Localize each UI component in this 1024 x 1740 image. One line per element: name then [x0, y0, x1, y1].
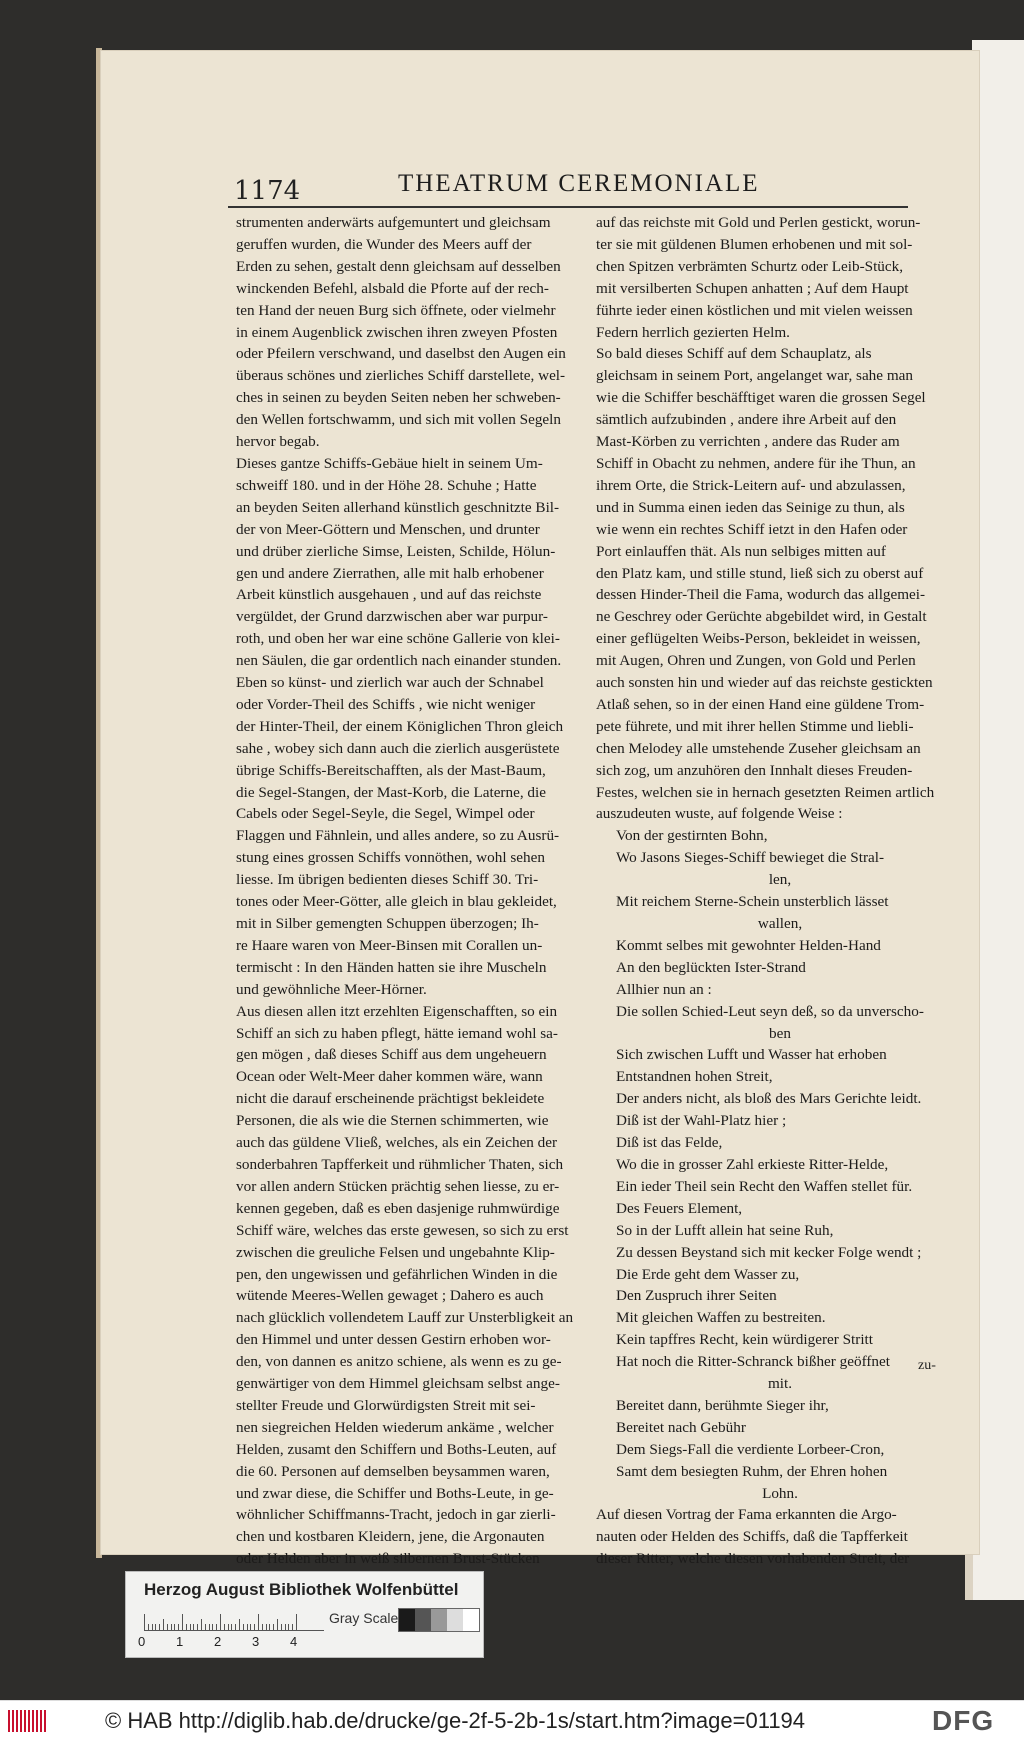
- text-line: wie wenn ein rechtes Schiff ietzt in den Hafen oder: [596, 520, 908, 538]
- text-line: pete führete, und mit ihrer hellen Stimme und liebli-: [596, 717, 914, 735]
- verse-line: len,: [768, 871, 792, 889]
- page-header: [228, 168, 923, 208]
- text-line: den, von dannen es anitzo schiene, als wenn es zu ge-: [236, 1353, 562, 1371]
- text-line: strumenten anderwärts aufgemuntert und gleichsam: [236, 214, 551, 231]
- ruler-tick: [288, 1624, 289, 1630]
- text-line: Schiff wäre, welches das erste gewesen, so sich zu erst: [236, 1221, 569, 1239]
- text-line: auch sonsten hin und wieder auf das reichste gestickten: [596, 674, 933, 692]
- verse-line: ben: [769, 1024, 791, 1042]
- ruler-tick: [220, 1614, 221, 1630]
- text-line: liesse. Im übrigen bedienten dieses Schiff 30. Tri-: [236, 871, 539, 889]
- ruler-tick: [262, 1624, 263, 1630]
- text-line: und drüber zierliche Simse, Leisten, Schilde, Hölun-: [236, 542, 556, 560]
- verse-line: Den Zuspruch ihrer Seiten: [616, 1287, 777, 1305]
- verse-line: Entstandnen hohen Streit,: [616, 1068, 773, 1086]
- text-line: auch das güldene Vließ, welches, als ein Zeichen der: [236, 1134, 558, 1152]
- text-line: an beyden Seiten allerhand künstlich geschnitzte Bil-: [236, 498, 560, 516]
- verse-line: Allhier nun an :: [616, 980, 712, 998]
- text-line: Mast-Körben zu verrichten , andere das Ruder am: [596, 433, 900, 451]
- verse-line: Die sollen Schied-Leut seyn deß, so da unverscho-: [616, 1002, 924, 1020]
- text-line: sich zog, um anzuhören den Innhalt dieses Freuden-: [596, 761, 913, 779]
- text-line: Festes, welchen sie in hernach gesetzten Reimen artlich: [596, 783, 935, 801]
- ruler-tick: [243, 1624, 244, 1630]
- text-line: termischt : In den Händen hatten sie ihre Muscheln: [236, 958, 547, 976]
- text-line: auszudeuten wuste, auf folgende Weise :: [596, 805, 843, 823]
- verse-line: Mit reichem Sterne-Schein unsterblich lässet: [616, 893, 889, 911]
- text-line: Eben so künst- und zierlich war auch der Schnabel: [236, 674, 544, 692]
- ruler-tick: [258, 1614, 259, 1630]
- ruler-tick: [186, 1624, 187, 1630]
- ruler-tick: [148, 1624, 149, 1630]
- text-line: Ocean oder Welt-Meer daher kommen wäre, wann: [236, 1068, 543, 1086]
- right-prose: [596, 212, 944, 825]
- text-line: vergüldet, der Grund darzwischen aber war purpur-: [236, 608, 548, 626]
- verse-line: Kommt selbes mit gewohnter Helden-Hand: [616, 936, 881, 954]
- ruler-tick: [144, 1614, 145, 1630]
- text-line: ches in seinen zu beyden Seiten neben her schweben-: [236, 389, 561, 407]
- text-line: ihrem Orte, die Strick-Leitern auf- und abzulassen,: [596, 476, 906, 494]
- ruler-tick: [277, 1619, 278, 1630]
- ruler-tick: [190, 1624, 191, 1630]
- verse-line: Zu dessen Beystand sich mit kecker Folge wendt ;: [616, 1243, 922, 1261]
- left-column: [236, 212, 582, 1570]
- text-line: wütende Meeres-Wellen gewaget ; Dahero es auch: [236, 1287, 544, 1305]
- gray-swatch: [447, 1609, 463, 1631]
- footer-bar: [0, 1700, 1024, 1740]
- verse-line: Der anders nicht, als bloß des Mars Gerichte leidt.: [616, 1090, 922, 1108]
- text-line: tones oder Meer-Götter, alle gleich in blau gekleidet,: [236, 893, 557, 911]
- verse-line: Bereitet nach Gebühr: [616, 1418, 746, 1436]
- text-line: oder Pfeilern verschwand, und daselbst den Augen ein: [236, 345, 566, 363]
- text-line: geruffen wurden, die Wunder des Meers auff der: [236, 235, 532, 253]
- text-line: ne Geschrey oder Gerüchte abgebildet wird, in Gestalt: [596, 608, 927, 626]
- ruler: [144, 1612, 324, 1631]
- catchword: zu-: [918, 1358, 936, 1373]
- ruler-tick: [197, 1624, 198, 1630]
- text-line: nicht die darauf erscheinende prächtigst bekleidete: [236, 1090, 545, 1108]
- text-line: kennen gegeben, daß es eben dasjenige ruhmwürdige: [236, 1199, 560, 1217]
- text-line: Helden, zusamt den Schiffern und Boths-Leuten, auf: [236, 1440, 557, 1458]
- ruler-tick: [250, 1624, 251, 1630]
- text-line: sahe , wobey sich dann auch die zierlich ausgerüstete: [236, 739, 560, 757]
- text-line: den Wellen fortschwamm, und sich mit vollen Segeln: [236, 411, 561, 429]
- verse-line: Samt dem besiegten Ruhm, der Ehren hohen: [616, 1462, 888, 1480]
- ruler-tick: [247, 1624, 248, 1630]
- verse-line: wallen,: [757, 915, 803, 932]
- text-line: schweiff 180. und in der Höhe 28. Schuhe ; Hatte: [236, 476, 537, 494]
- ruler-tick: [155, 1624, 156, 1630]
- text-line: überaus schönes und zierliches Schiff darstellete, wel-: [236, 367, 566, 385]
- verse-line: Ein ieder Theil sein Recht den Waffen stellet für.: [616, 1177, 913, 1195]
- verse-line: Dem Siegs-Fall die verdiente Lorbeer-Cron,: [616, 1440, 885, 1458]
- ruler-tick: [292, 1624, 293, 1630]
- verse-line: Wo die in grosser Zahl erkieste Ritter-Helde,: [616, 1155, 889, 1173]
- ruler-tick: [212, 1624, 213, 1630]
- text-line: re Haare waren von Meer-Binsen mit Corallen un-: [236, 936, 543, 954]
- text-line: auf das reichste mit Gold und Perlen gestickt, worun-: [596, 214, 921, 231]
- text-line: Flaggen und Fähnlein, und alles andere, so zu Ausrü-: [236, 827, 560, 845]
- text-line: in einem Augenblick zwischen ihren zweyen Pfosten: [236, 323, 558, 341]
- page-number: 1174: [234, 176, 301, 206]
- text-line: nach glücklich vollendetem Lauff zur Unsterbligkeit an: [236, 1309, 574, 1327]
- text-line: wöhnlicher Schiffmanns-Tracht, jedoch in gar zierli-: [236, 1506, 556, 1524]
- verse-line: Die Erde geht dem Wasser zu,: [616, 1265, 800, 1283]
- ruler-tick: [254, 1624, 255, 1630]
- verse-line: Mit gleichen Waffen zu bestreiten.: [616, 1309, 826, 1327]
- text-line: der Hinter-Theil, der einem Königlichen Thron gleich: [236, 717, 564, 735]
- text-line: stung eines grossen Schiffs vonnöthen, wohl sehen: [236, 849, 545, 867]
- ruler-tick: [228, 1624, 229, 1630]
- text-line: den Platz kam, und stille stund, ließ sich zu oberst auf: [596, 564, 924, 582]
- ruler-tick: [224, 1624, 225, 1630]
- footer-credit[interactable]: © HAB http://diglib.hab.de/drucke/ge-2f-5-2b-1s/start.htm?image=01194: [105, 1708, 806, 1733]
- text-line: So bald dieses Schiff auf dem Schauplatz, als: [596, 345, 872, 363]
- text-line: den Himmel und unter dessen Gestirn erhoben wor-: [236, 1331, 551, 1349]
- ruler-tick: [285, 1624, 286, 1630]
- library-title: Herzog August Bibliothek Wolfenbüttel: [144, 1580, 459, 1599]
- verse-line: Lohn.: [762, 1484, 798, 1502]
- text-line: sonderbahren Tapfferkeit und rühmlicher Thaten, sich: [236, 1155, 564, 1173]
- text-line: wie die Schiffer beschäfftiget waren die grossen Segel: [596, 389, 926, 407]
- text-line: Atlaß sehen, so in der einen Hand eine güldene Trom-: [596, 695, 925, 713]
- text-line: Dieses gantze Schiffs-Gebäue hielt in seinem Um-: [236, 454, 543, 472]
- text-line: roth, und oben her war eine schöne Gallerie von klei-: [236, 630, 560, 648]
- verse-line: So in der Lufft allein hat seine Ruh,: [616, 1221, 834, 1239]
- ruler-number: 2: [214, 1634, 222, 1649]
- ruler-number: 0: [138, 1634, 146, 1649]
- text-line: chen und kostbaren Kleidern, jene, die Argonauten: [236, 1528, 545, 1546]
- text-line: die Segel-Stangen, der Mast-Korb, die Laterne, die: [236, 783, 546, 801]
- text-line: Erden zu sehen, gestalt denn gleichsam auf desselben: [236, 257, 561, 275]
- text-line: Personen, die als wie die Sternen schimmerten, wie: [236, 1112, 549, 1130]
- text-line: nauten oder Helden des Schiffs, daß die Tapfferkeit: [596, 1528, 908, 1546]
- text-line: zwischen die greuliche Felsen und ungebahnte Klip-: [236, 1243, 555, 1261]
- verse-line: Bereitet dann, berühmte Sieger ihr,: [616, 1396, 829, 1414]
- dfg-logo: DFG: [932, 1705, 995, 1736]
- verse-line: Diß ist der Wahl-Platz hier ;: [616, 1112, 787, 1130]
- right-prose-after: [596, 1504, 944, 1570]
- ruler-tick: [273, 1624, 274, 1630]
- text-line: mit in Silber gemengten Schuppen überzogen; Ih-: [236, 915, 539, 932]
- ruler-tick: [235, 1624, 236, 1630]
- gray-swatch: [415, 1609, 431, 1631]
- gray-scale-label: Gray Scale: [329, 1610, 399, 1626]
- ruler-number: 4: [290, 1634, 298, 1649]
- ruler-tick: [216, 1624, 217, 1630]
- ruler-tick: [281, 1624, 282, 1630]
- verse-line: mit.: [767, 1375, 793, 1393]
- text-line: nen Säulen, die gar ordentlich nach einander stunden.: [236, 652, 562, 670]
- hab-logo-icon: [8, 1710, 46, 1732]
- ruler-tick: [163, 1619, 164, 1630]
- text-line: chen Spitzen verbrämten Schurtz oder Leib-Stück,: [596, 257, 904, 275]
- text-line: Arbeit künstlich ausgehauen , und auf das reichste: [236, 586, 542, 604]
- text-line: übrige Schiffs-Bereitschafften, als der Mast-Baum,: [236, 761, 546, 779]
- gray-scale-swatches: [398, 1608, 480, 1632]
- text-line: ten Hand der neuen Burg sich öffnete, oder vielmehr: [236, 301, 556, 319]
- verse-line: An den beglückten Ister-Strand: [616, 958, 806, 976]
- ruler-tick: [266, 1624, 267, 1630]
- text-line: stellter Freude und Glorwürdigsten Streit mit sei-: [236, 1396, 536, 1414]
- ruler-tick: [159, 1624, 160, 1630]
- text-line: dieser Ritter, welche diesen vorhabenden Streit, der: [596, 1550, 910, 1568]
- text-line: einer geflügelten Weibs-Person, bekleidet in weissen,: [596, 630, 921, 648]
- ruler-tick: [205, 1624, 206, 1630]
- text-line: gen mögen , daß dieses Schiff aus dem ungeheuern: [236, 1046, 547, 1064]
- ruler-tick: [231, 1624, 232, 1630]
- ruler-tick: [239, 1619, 240, 1630]
- verse-line: Des Feuers Element,: [616, 1199, 743, 1217]
- ruler-tick: [296, 1614, 297, 1630]
- ruler-tick: [178, 1624, 179, 1630]
- text-line: chen Melodey alle umstehende Zuseher gleichsam an: [596, 739, 921, 757]
- scale-card: [125, 1571, 484, 1658]
- verse-line: Hat noch die Ritter-Schranck bißher geöffnet: [616, 1353, 890, 1371]
- text-line: Schiff an sich zu haben pflegt, hätte iemand wohl sa-: [236, 1024, 558, 1042]
- text-line: und zwar diese, die Schiffer und Boths-Leute, in ge-: [236, 1484, 554, 1502]
- text-line: gen und andere Zierrathen, alle mit halb erhobener: [236, 564, 544, 582]
- gray-swatch: [399, 1609, 415, 1631]
- text-line: und in Summa einen ieden das Seinige zu thun, als: [596, 498, 905, 516]
- gray-swatch: [463, 1609, 479, 1631]
- text-line: vor allen andern Stücken prächtig sehen liesse, zu er-: [236, 1177, 560, 1195]
- text-line: mit versilberten Schupen anhatten ; Auf dem Haupt: [596, 279, 909, 297]
- text-line: Port einlauffen thät. Als nun selbiges mitten auf: [596, 542, 886, 560]
- ruler-tick: [182, 1614, 183, 1630]
- ruler-number: 1: [176, 1634, 184, 1649]
- verse-line: Kein tapffres Recht, kein würdigerer Stritt: [616, 1331, 873, 1349]
- text-line: pen, den ungewissen und gefährlichen Winden in die: [236, 1265, 558, 1283]
- text-line: Federn herrlich gezierten Helm.: [596, 323, 790, 341]
- text-line: dessen Hinder-Theil die Fama, wodurch das allgemei-: [596, 586, 926, 604]
- text-line: oder Vorder-Theil des Schiffs , wie nicht weniger: [236, 695, 536, 713]
- running-title: THEATRUM CEREMONIALE: [398, 170, 760, 197]
- text-line: der von Meer-Göttern und Menschen, und drunter: [236, 520, 540, 538]
- ruler-tick: [167, 1624, 168, 1630]
- ruler-tick: [269, 1624, 270, 1630]
- text-line: mit Augen, Ohren und Zungen, von Gold und Perlen: [596, 652, 916, 670]
- right-column: [596, 212, 944, 1570]
- text-line: genwärtiger von dem Himmel gleichsam selbst ange-: [236, 1375, 560, 1393]
- verse-line: Wo Jasons Sieges-Schiff bewieget die Stral-: [616, 849, 885, 867]
- ruler-tick: [201, 1619, 202, 1630]
- text-line: Aus diesen allen itzt erzehlten Eigenschafften, so ein: [236, 1002, 558, 1020]
- text-line: hervor begab.: [236, 433, 320, 451]
- text-line: sämtlich aufzubinden , andere ihre Arbeit auf den: [596, 411, 897, 429]
- gray-swatch: [431, 1609, 447, 1631]
- text-line: führte ieder einen köstlichen und mit vielen weissen: [596, 301, 913, 319]
- text-line: die 60. Personen auf demselben beysammen waren,: [236, 1462, 550, 1480]
- text-line: ter sie mit güldenen Blumen erhobenen und mit sol-: [596, 235, 913, 253]
- ruler-tick: [209, 1624, 210, 1630]
- verse-line: Diß ist das Felde,: [616, 1134, 723, 1152]
- poem-verse: [596, 825, 944, 1504]
- ruler-tick: [174, 1624, 175, 1630]
- verse-line: Sich zwischen Lufft und Wasser hat erhoben: [616, 1046, 887, 1064]
- ruler-number: 3: [252, 1634, 260, 1649]
- header-rule: [228, 206, 908, 208]
- text-line: Auf diesen Vortrag der Fama erkannten die Argo-: [596, 1506, 897, 1524]
- text-line: oder Helden aber in weiß silbernen Brust-Stücken: [236, 1550, 540, 1568]
- ruler-tick: [152, 1624, 153, 1630]
- text-line: gleichsam in seinem Port, angelanget war, sahe man: [596, 367, 913, 385]
- text-line: Schiff in Obacht zu nehmen, andere für ihe Thun, an: [596, 454, 916, 472]
- text-line: nen siegreichen Helden wiederum ankäme , welcher: [236, 1418, 554, 1436]
- text-line: und gewöhnliche Meer-Hörner.: [236, 980, 427, 998]
- verse-line: Von der gestirnten Bohn,: [616, 827, 768, 845]
- ruler-tick: [193, 1624, 194, 1630]
- ruler-tick: [171, 1624, 172, 1630]
- text-line: Cabels oder Segel-Seyle, die Segel, Wimpel oder: [236, 805, 535, 823]
- text-line: winckenden Befehl, alsbald die Pforte auf der rech-: [236, 279, 549, 297]
